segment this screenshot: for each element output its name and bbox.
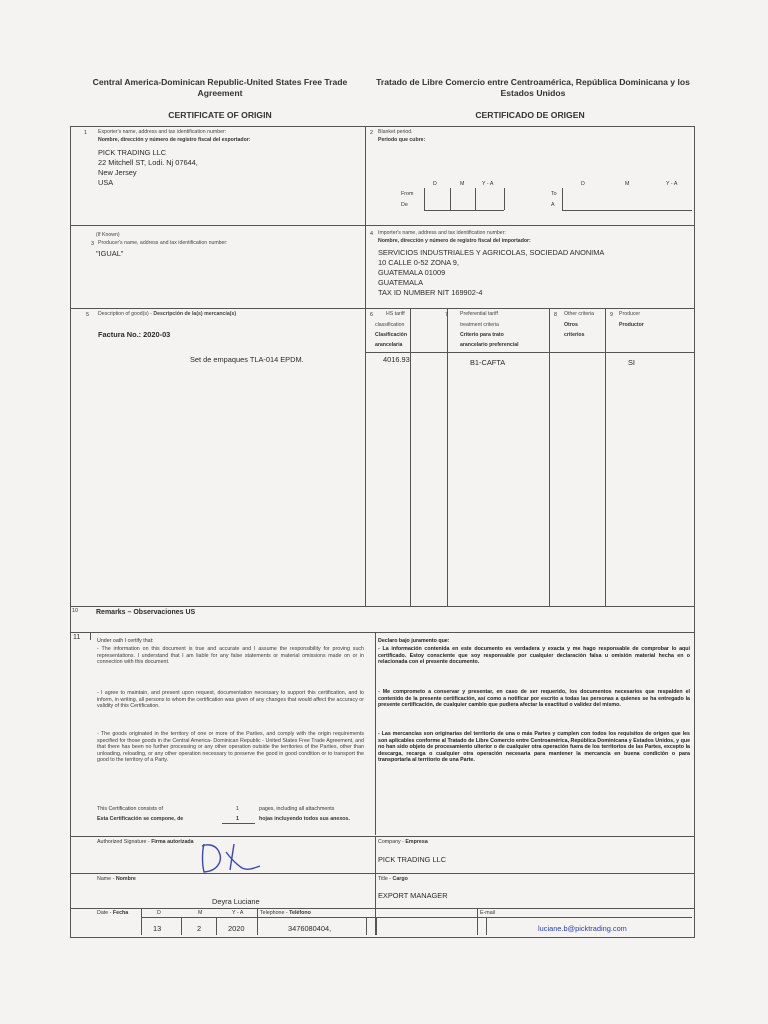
item-producer: SI: [628, 358, 635, 367]
importer-label: Importer's name, address and tax identification number:: [378, 230, 506, 236]
pages-count-es: 1: [236, 816, 239, 822]
divider: [549, 309, 550, 606]
divider: [447, 309, 448, 606]
divider: [257, 909, 258, 935]
pages-label-en: pages, including all attachments: [259, 806, 335, 812]
divider: [181, 917, 182, 935]
auth-signature-label: Authorized Signature - Firma autorizada: [97, 839, 194, 845]
field-number: 11: [73, 634, 81, 641]
field-number: 6: [370, 312, 373, 318]
date-day: 13: [153, 924, 162, 933]
divider: [375, 633, 376, 835]
de-label: De: [401, 202, 408, 208]
field-number: 5: [86, 312, 89, 318]
other-label-3: criterios: [564, 332, 585, 338]
field-number: 7: [445, 312, 448, 318]
importer-tax-id: TAX ID NUMBER NIT 169902-4: [378, 288, 483, 297]
handwritten-signature: [190, 838, 270, 878]
item-hs-code: 4016.93: [383, 355, 410, 364]
phone-label: Telephone - Teléfono: [260, 910, 311, 916]
hs-label-3: Clasificación: [375, 332, 408, 338]
header-title-es: Tratado de Libre Comercio entre Centroamérica, República Dominicana y los Estados Unidos: [376, 77, 690, 98]
item-description: Set de empaques TLA-014 EPDM.: [190, 355, 304, 364]
to-day-header: D: [581, 181, 585, 187]
exporter-country: USA: [98, 178, 114, 187]
importer-city: GUATEMALA 01009: [378, 268, 446, 277]
date-year: 2020: [228, 924, 245, 933]
header-title-en: Central America-Dominican Republic-United States Free Trade Agreement: [92, 77, 348, 98]
divider: [365, 127, 366, 606]
cert-paragraph-3-es: - Las mercancías son originarias del territorio de una o más Partes y cumplen con todos los requisitos de origen que les son aplicables conforme al Tratado de Libre Comercio entre Centroamérica, República Dominicana y Estados Unidos, y que no han sido objeto de procesamiento ulterior o de cualquier otra operación fuera de los territorios de las Partes, excepto la descarga, recarga o cualquier otra operación necesaria para mantener la mercancía en buena condición o para transportarla al territorio de una Parte.: [378, 731, 691, 764]
item-pref-criteria: B1-CAFTA: [470, 358, 506, 367]
divider: [141, 917, 692, 918]
field-number: 10: [72, 608, 78, 614]
importer-country: GUATEMALA: [378, 278, 424, 287]
pref-label-2: treatment criteria: [460, 322, 499, 328]
cert-paragraph-1-en: - The information on this document is true and accurate and I assume the responsibility for proving such representations. I understand that I am liable for any false statements or material omissions made on or in connection with this document.: [97, 646, 364, 666]
from-month-header: M: [460, 181, 465, 187]
hs-label-1: HS tariff: [386, 311, 405, 317]
title-label: Title - Cargo: [378, 876, 408, 882]
invoice-number: Factura No.: 2020-03: [98, 330, 171, 339]
divider: [71, 308, 694, 309]
consists-label-en: This Certification consists of: [97, 806, 163, 812]
company-label: Company - Empresa: [378, 839, 428, 845]
divider: [216, 917, 217, 935]
email-label: E-mail: [480, 910, 496, 916]
name-label: Name - Nombre: [97, 876, 136, 882]
blanket-period-label: Blanket period.: [378, 129, 413, 135]
field-number: 4: [370, 231, 373, 237]
divider: [450, 188, 451, 210]
certificate-title-es: CERTIFICADO DE ORIGEN: [475, 110, 585, 120]
signer-title: EXPORT MANAGER: [378, 891, 448, 900]
divider: [71, 908, 694, 909]
year-header: Y - A: [232, 910, 244, 916]
cert-paragraph-1-es: - La información contenida en este documento es verdadera y exacta y me hago responsable de comprobar lo aquí certificado. Estoy consciente que soy responsable por cualquier declaración falsa u omisión material hecha en o relacionada con el presente documento.: [378, 646, 690, 666]
oath-label-en: Under oath I certify that:: [97, 638, 154, 644]
email-address[interactable]: luciane.b@picktrading.com: [538, 924, 627, 933]
day-header: D: [157, 910, 161, 916]
remarks-label: Remarks – Observaciones US: [96, 609, 196, 616]
pages-underline: [222, 823, 255, 824]
exporter-address: 22 Mitchell ST, Lodi. Nj 07644,: [98, 158, 198, 167]
importer-name: SERVICIOS INDUSTRIALES Y AGRICOLAS, SOCIEDAD ANONIMA: [378, 248, 605, 257]
goods-desc-label: Description of good(s) - Descripción de la(s) mercancía(s): [98, 311, 237, 317]
to-month-header: M: [625, 181, 630, 187]
other-label-1: Other criteria: [564, 311, 594, 317]
field-number: 1: [84, 130, 87, 136]
divider: [90, 632, 91, 640]
divider: [366, 917, 367, 935]
exporter-name: PICK TRADING LLC: [98, 148, 167, 157]
divider: [71, 836, 694, 837]
field-number: 9: [610, 312, 613, 318]
signer-name: Deyra Luciane: [212, 897, 260, 906]
pref-label-1: Preferential tariff: [460, 311, 498, 317]
importer-address: 10 CALLE 0-52 ZONA 9,: [378, 258, 459, 267]
date-month: 2: [197, 924, 202, 933]
pref-label-4: arancelario preferencial: [460, 342, 519, 348]
exporter-label-es: Nombre, dirección y número de registro fiscal del exportador:: [98, 137, 251, 143]
from-day-header: D: [433, 181, 437, 187]
divider: [504, 188, 505, 210]
divider: [365, 352, 694, 353]
divider: [71, 225, 694, 226]
divider: [605, 309, 606, 606]
field-number: 2: [370, 130, 373, 136]
if-known-label: (If Known): [96, 232, 120, 238]
phone-number: 3476080404,: [288, 924, 332, 933]
producer-label: Producer's name, address and tax identification number:: [98, 240, 228, 246]
pages-count: 1: [236, 806, 239, 812]
cert-paragraph-2-en: - I agree to maintain, and present upon request, documentation necessary to support this certification, and to inform, in writing, all persons to whom the certification was given of any changes that would affect the accuracy or validity of this Certification.: [97, 690, 364, 710]
divider: [486, 917, 487, 935]
field-number: 8: [554, 312, 557, 318]
importer-label-es: Nombre, dirección y número de registro fiscal del importador:: [378, 238, 531, 244]
company-name: PICK TRADING LLC: [378, 855, 447, 864]
divider: [562, 188, 563, 210]
cert-paragraph-2-es: - Me comprometo a conservar y presentar, en caso de ser requerido, los documentos necesarios que respalden el contenido de la presente certificación, así como a notificar por escrito a todas las personas a quienes se ha entregado la presente certificación, de cualquier cambio que pudiera afectar la exactitud o validez del mismo.: [378, 689, 690, 709]
to-date-line: [562, 210, 692, 211]
oath-label-es: Declaro bajo juramento que:: [378, 638, 450, 644]
from-label: From: [401, 191, 414, 197]
producer-value: "IGUAL": [96, 249, 124, 258]
divider: [141, 909, 142, 935]
divider: [376, 917, 377, 935]
divider: [71, 632, 694, 633]
date-label: Date - Fecha: [97, 910, 129, 916]
producer-col-label-es: Productor: [619, 322, 644, 328]
a-label: A: [551, 202, 555, 208]
to-label: To: [551, 191, 557, 197]
divider: [410, 309, 411, 606]
pref-label-3: Criterio para trato: [460, 332, 504, 338]
divider: [71, 606, 694, 607]
divider: [424, 188, 425, 210]
producer-col-label: Producer: [619, 311, 641, 317]
to-year-header: Y - A: [666, 181, 678, 187]
field-number: 3: [91, 241, 94, 247]
month-header: M: [198, 910, 203, 916]
from-year-header: Y - A: [482, 181, 494, 187]
cert-paragraph-3-en: - The goods originated in the territory of one or more of the Parties, and comply with the origin requirements specified for those goods in the Central America- Dominican Republic - United States Free Trade Agreement, and that there has been no further processing or any other operation outside the territories of the Parties, other than unloading, reloading, or any other operation necessary to preserve the good in good condition or to transport the good to the territory of a Party.: [97, 731, 364, 764]
divider: [71, 873, 694, 874]
exporter-state: New Jersey: [98, 168, 137, 177]
pages-label-es: hojas incluyendo todos sus anexos.: [259, 816, 350, 822]
certificate-title-en: CERTIFICATE OF ORIGIN: [168, 110, 272, 120]
from-date-line: [424, 210, 504, 211]
hs-label-4: arancelaria: [375, 342, 403, 348]
other-label-2: Otros: [564, 322, 578, 328]
blanket-period-label-es: Periodo que cubre:: [378, 137, 426, 143]
divider: [475, 188, 476, 210]
exporter-label: Exporter's name, address and tax identification number:: [98, 129, 227, 135]
divider: [477, 909, 478, 935]
hs-label-2: classification: [375, 322, 405, 328]
consists-label-es: Esta Certificación se compone, de: [97, 816, 184, 822]
